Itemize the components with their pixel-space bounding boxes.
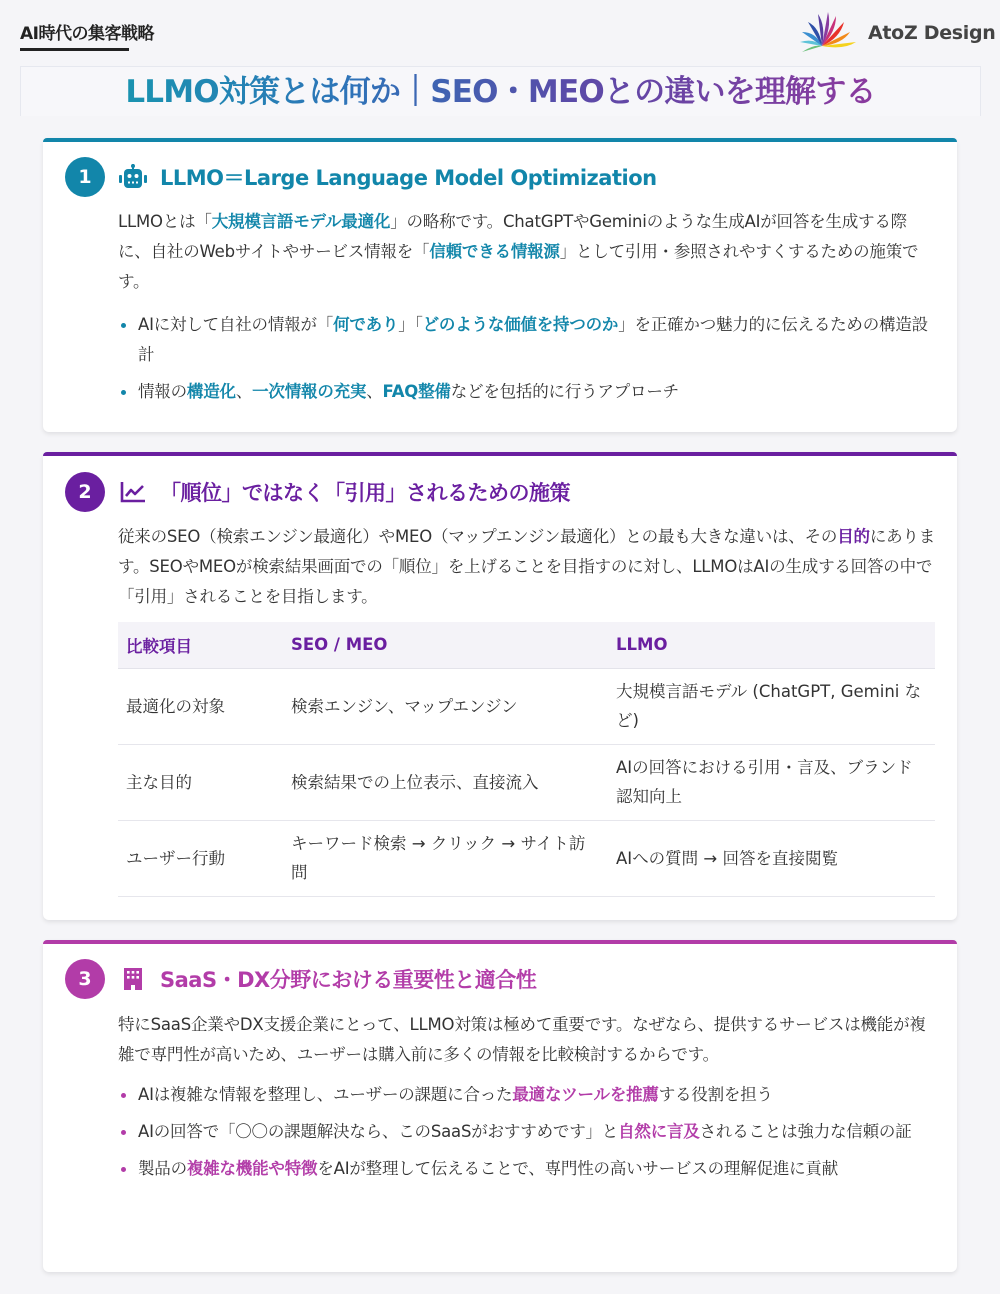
table-cell: 最適化の対象 bbox=[118, 668, 283, 744]
highlight-text: 自然に言及 bbox=[618, 1122, 700, 1141]
highlight-text: 最適なツールを推薦 bbox=[512, 1085, 659, 1104]
table-row bbox=[118, 744, 935, 820]
building-icon bbox=[118, 964, 148, 994]
category-underline bbox=[20, 48, 129, 51]
highlight-text: 構造化 bbox=[186, 382, 236, 401]
body-text: LLMOとは「 bbox=[118, 212, 212, 231]
list-item bbox=[118, 377, 938, 407]
body-text: されることは強力な信頼の証 bbox=[699, 1122, 912, 1141]
bullet-list bbox=[118, 1080, 938, 1191]
body-text: 」を正確かつ魅力的に伝えるための構造設計 bbox=[138, 315, 928, 364]
section-paragraph bbox=[118, 207, 938, 297]
bullet-list bbox=[118, 310, 938, 414]
table-row bbox=[118, 820, 935, 896]
section-number-badge: 1 bbox=[65, 157, 105, 197]
section-title: SaaS・DX分野における重要性と適合性 bbox=[160, 968, 537, 992]
section-card-3 bbox=[43, 940, 957, 1272]
section-header bbox=[65, 959, 536, 999]
table-row bbox=[118, 668, 935, 744]
card-accent-bar bbox=[43, 138, 957, 142]
top-bar bbox=[0, 0, 1000, 62]
logo-text: AtoZ Design bbox=[868, 22, 996, 44]
section-card-2 bbox=[43, 452, 957, 920]
body-text: する役割を担う bbox=[658, 1085, 773, 1104]
highlight-text: どのような価値を持つのか bbox=[422, 315, 619, 334]
highlight-text: 目的 bbox=[837, 527, 870, 546]
body-text: AIに対して自社の情報が「 bbox=[138, 315, 334, 334]
brand-logo bbox=[800, 8, 996, 58]
trend-chart-icon bbox=[118, 477, 148, 507]
section-card-1 bbox=[43, 138, 957, 432]
body-text: 情報の bbox=[138, 382, 187, 401]
section-number-badge: 3 bbox=[65, 959, 105, 999]
body-text: 、 bbox=[235, 382, 253, 401]
table-header-cell: 比較項目 bbox=[118, 622, 283, 668]
table-header-cell: LLMO bbox=[608, 622, 935, 668]
body-text: 」として引用・参照されやすくするための施策です。 bbox=[118, 242, 919, 291]
table-cell: 検索エンジン、マップエンジン bbox=[283, 668, 608, 744]
table-header-row bbox=[118, 622, 935, 668]
table-cell: 大規模言語モデル (ChatGPT, Gemini など) bbox=[608, 668, 935, 744]
table-cell: 主な目的 bbox=[118, 744, 283, 820]
highlight-text: 複雑な機能や特徴 bbox=[186, 1159, 318, 1178]
comparison-table bbox=[118, 622, 935, 897]
list-item bbox=[118, 1080, 938, 1110]
section-header bbox=[65, 472, 570, 512]
highlight-text: 一次情報の充実 bbox=[252, 382, 367, 401]
body-text: 」の略称です。ChatGPTやGeminiのような生成AIが回答を生成する際に、自社のWebサイトやサービス情報を「 bbox=[118, 212, 907, 261]
section-title: LLMO＝Large Language Model Optimization bbox=[160, 166, 657, 190]
body-text: などを包括的に行うアプローチ bbox=[450, 382, 679, 401]
section-title: 「順位」ではなく「引用」されるための施策 bbox=[160, 481, 570, 505]
body-text: 従来のSEO（検索エンジン最適化）やMEO（マップエンジン最適化）との最も大きな違いは、その bbox=[118, 527, 838, 546]
body-text: をAIが整理して伝えることで、専門性の高いサービスの理解促進に貢献 bbox=[317, 1159, 839, 1178]
body-text: AIは複雑な情報を整理し、ユーザーの課題に合った bbox=[138, 1085, 513, 1104]
body-text: AIの回答で「〇〇の課題解決なら、このSaaSがおすすめです」と bbox=[138, 1122, 619, 1141]
table-cell: AIの回答における引用・言及、ブランド認知向上 bbox=[608, 744, 935, 820]
body-text: にあります。SEOやMEOが検索結果画面での「順位」を上げることを目指すのに対し、LLMOはAIの生成する回答の中で「引用」されることを目指します。 bbox=[118, 527, 936, 606]
robot-icon bbox=[118, 162, 148, 192]
table-cell: ユーザー行動 bbox=[118, 820, 283, 896]
list-item bbox=[118, 1154, 938, 1184]
body-text: 特にSaaS企業やDX支援企業にとって、LLMO対策は極めて重要です。なぜなら、提供するサービスは機能が複雑で専門性が高いため、ユーザーは購入前に多くの情報を比較検討するからです。 bbox=[118, 1015, 926, 1064]
section-paragraph bbox=[118, 522, 938, 612]
highlight-text: 信頼できる情報源 bbox=[429, 242, 560, 261]
page-title: LLMO対策とは何か｜SEO・MEOとの違いを理解する bbox=[125, 67, 875, 117]
highlight-text: 何であり bbox=[333, 315, 399, 334]
section-number-badge: 2 bbox=[65, 472, 105, 512]
body-text: 」「 bbox=[398, 315, 423, 334]
highlight-text: 大規模言語モデル最適化 bbox=[211, 212, 391, 231]
body-text: 、 bbox=[366, 382, 383, 401]
list-item bbox=[118, 310, 938, 370]
table-cell: キーワード検索 → クリック → サイト訪問 bbox=[283, 820, 608, 896]
table-cell: 検索結果での上位表示、直接流入 bbox=[283, 744, 608, 820]
section-paragraph bbox=[118, 1010, 938, 1070]
highlight-text: FAQ整備 bbox=[382, 382, 451, 401]
fan-logo-icon bbox=[800, 8, 862, 58]
body-text: 製品の bbox=[138, 1159, 187, 1178]
card-accent-bar bbox=[43, 940, 957, 944]
section-header bbox=[65, 157, 657, 197]
category-label: AI時代の集客戦略 bbox=[20, 24, 154, 44]
table-cell: AIへの質問 → 回答を直接閲覧 bbox=[608, 820, 935, 896]
card-accent-bar bbox=[43, 452, 957, 456]
title-banner bbox=[20, 66, 981, 116]
list-item bbox=[118, 1117, 938, 1147]
table-header-cell: SEO / MEO bbox=[283, 622, 608, 668]
